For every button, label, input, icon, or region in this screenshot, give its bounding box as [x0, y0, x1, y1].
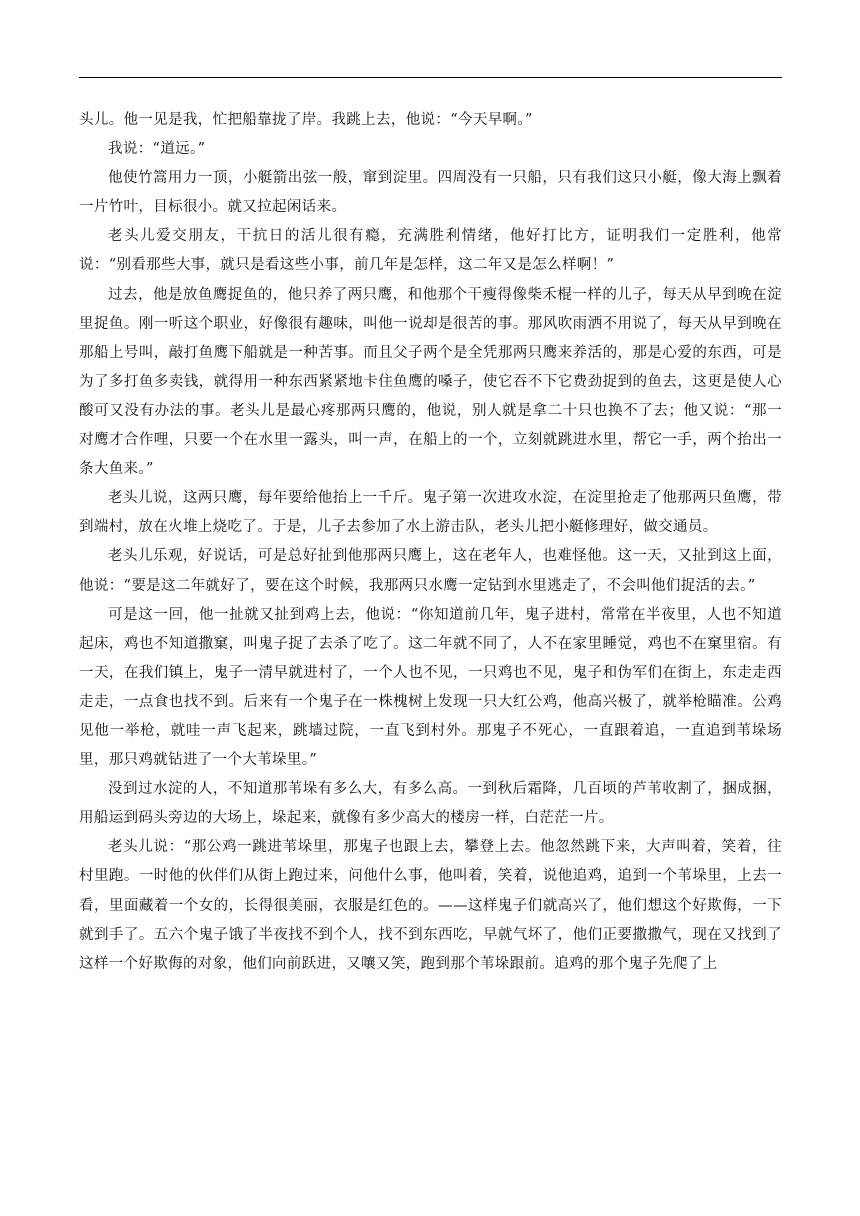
paragraph: 老头儿乐观，好说话，可是总好扯到他那两只鹰上，这在老年人，也难怪他。这一天，又扯到这上面，他说：“要是这二年就好了，要在这个时候，我那两只水鹰一定钻到水里逃走了，不会叫他们捉活的去。” — [79, 548, 782, 594]
article-body — [79, 106, 782, 979]
paragraph: 可是这一回，他一扯就又扯到鸡上去，他说：“你知道前几年，鬼子进村，常常在半夜里，人也不知道起床，鸡也不知道撒窠，叫鬼子捉了去杀了吃了。这二年就不同了，人不在家里睡觉，鸡也不在窠里宿。有一天，在我们镇上，鬼子一清早就进村了，一个人也不见，一只鸡也不见，鬼子和伪军们在街上，东走走西走走，一点食也找不到。后来有一个鬼子在一株槐树上发现一只大红公鸡，他高兴极了，就举枪瞄准。公鸡见他一举枪，就哇一声飞起来，跳墙过院，一直飞到村外。那鬼子不死心，一直跟着追，一直追到苇垛场里，那只鸡就钻进了一个大苇垛里。” — [79, 606, 782, 769]
header-rule — [79, 77, 782, 78]
paragraph: 没到过水淀的人，不知道那苇垛有多么大，有多么高。一到秋后霜降，几百顷的芦苇收割了，捆成捆，用船运到码头旁边的大场上，垛起来，就像有多少高大的楼房一样，白茫茫一片。 — [79, 781, 782, 827]
paragraph: 老头儿爱交朋友，干抗日的活儿很有瘾，充满胜利情绪，他好打比方，证明我们一定胜利，他常说：“别看那些大事，就只是看这些小事，前几年是怎样，这二年又是怎么样啊！” — [79, 228, 782, 274]
paragraph-continued: 头儿。他一见是我，忙把船靠拢了岸。我跳上去，他说：“今天早啊。” — [79, 112, 533, 128]
paragraph: 我说：“道远。” — [108, 141, 206, 158]
paragraph: 老头儿说，这两只鹰，每年要给他抬上一千斤。鬼子第一次进攻水淀，在淀里抢走了他那两只鱼鹰，带到端村，放在火堆上烧吃了。于是，儿子去参加了水上游击队，老头儿把小艇修理好，做交通员。 — [79, 490, 782, 536]
paragraph: 老头儿说：“那公鸡一跳进苇垛里，那鬼子也跟上去，攀登上去。他忽然跳下来，大声叫着，笑着，往村里跑。一时他的伙伴们从街上跑过来，问他什么事，他叫着，笑着，说他追鸡，追到一个苇垛里，上去一看，里面藏着一个女的，长得很美丽，衣服是红色的。——这样鬼子们就高兴了，他们想这个好欺侮，一下就到手了。五六个鬼子饿了半夜找不到个人，找不到东西吃，早就气坏了，他们正要撒撒气，现在又找到了这样一个好欺侮的对象，他们向前跃进，又嚷又笑，跑到那个苇垛跟前。追鸡的那个鬼子先爬了上 — [79, 839, 782, 972]
paragraph: 他使竹篙用力一顶，小艇箭出弦一般，窜到淀里。四周没有一只船，只有我们这只小艇，像大海上飘着一片竹叶，目标很小。就又拉起闲话来。 — [79, 170, 782, 216]
paragraph: 过去，他是放鱼鹰捉鱼的，他只养了两只鹰，和他那个干瘦得像柴禾棍一样的儿子，每天从早到晚在淀里捉鱼。刚一听这个职业，好像很有趣味，叫他一说却是很苦的事。那风吹雨洒不用说了，每天从早到晚在那船上号叫，敲打鱼鹰下船就是一种苦事。而且父子两个是全凭那两只鹰来养活的，那是心爱的东西，可是为了多打鱼多卖钱，就得用一种东西紧紧地卡住鱼鹰的嗓子，使它吞不下它费劲捉到的鱼去，这更是使人心酸可又没有办法的事。老头儿是最心疼那两只鹰的，他说，别人就是拿二十只也换不了去；他又说：“那一对鹰才合作哩，只要一个在水里一露头，叫一声，在船上的一个，立刻就跳进水里，帮它一手，两个抬出一条大鱼来。” — [79, 286, 782, 478]
